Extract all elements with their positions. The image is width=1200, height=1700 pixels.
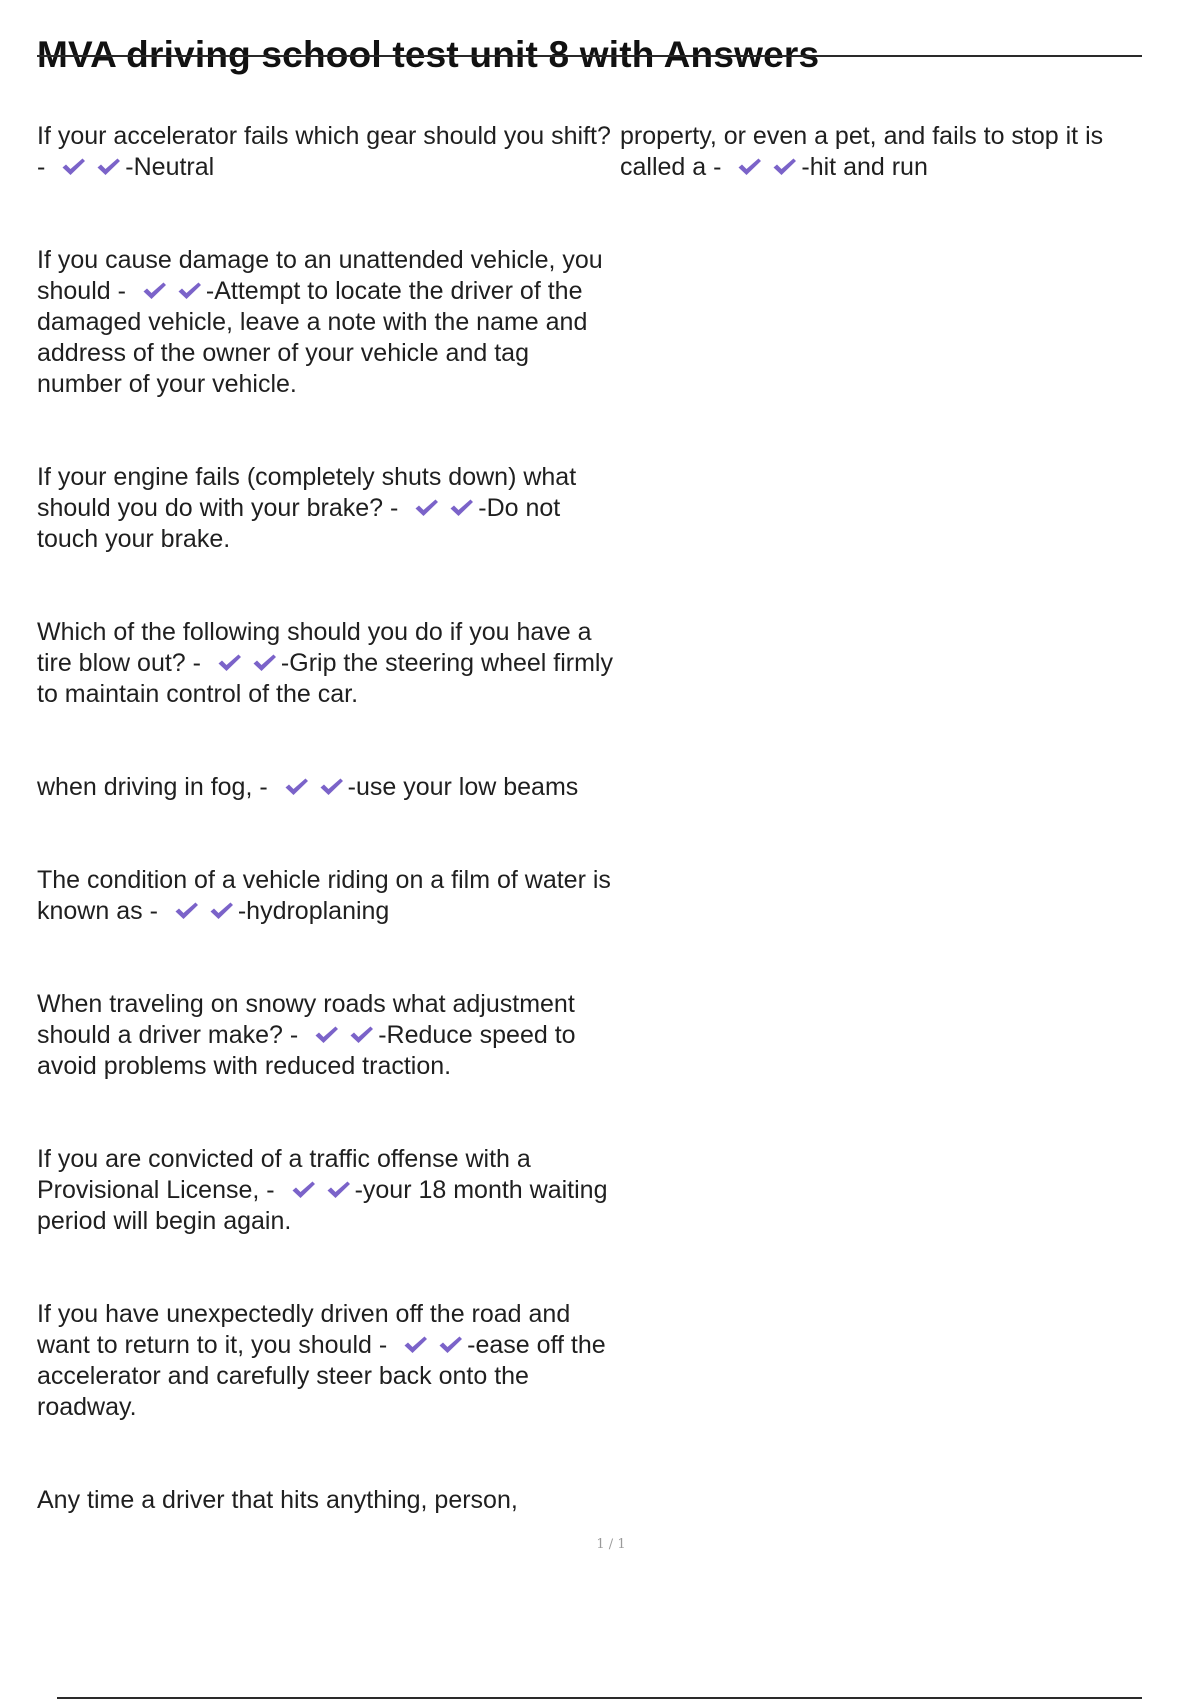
qa-item-continued [37,1485,615,1516]
qa-item [37,865,615,927]
question-separator: - [142,897,165,925]
page-title: MVA driving school test unit 8 with Answers [37,34,820,75]
answer-text: Attempt to locate the driver of the damaged vehicle, leave a note with the name and address of the owner of your vehicle and tag number of your vehicle. [37,277,588,398]
answer-text: ease off the accelerator and carefully steer back onto the roadway. [37,1331,606,1421]
check-icon [437,1334,464,1356]
answer-text: hit and run [809,153,928,181]
question-text: If you cause damage to an unattended vehicle, you should [37,246,603,305]
check-icon [216,652,243,674]
qa-item [37,772,615,803]
check-icon [290,1179,317,1201]
check-icon [318,776,345,798]
question-separator: - [371,1331,395,1359]
answer-prefix: - [125,153,134,181]
answer-prefix: - [801,153,810,181]
question-text: when driving in fog, [37,773,253,801]
check-icon [448,497,475,519]
answer-prefix: - [354,1176,363,1204]
qa-item [620,121,1140,183]
question-text: If you are convicted of a traffic offense with a Provisional License, [37,1145,531,1204]
check-icon [141,280,168,302]
answer-prefix: - [378,1021,387,1049]
question-separator: - [185,649,208,677]
check-icon [325,1179,352,1201]
question-text: The condition of a vehicle riding on a film of water is known as [37,866,611,925]
answer-text: Reduce speed to avoid problems with reduced traction. [37,1021,576,1080]
check-icon [251,652,278,674]
answer-prefix: - [205,277,215,305]
answer-prefix: - [347,773,356,801]
answer-text: your 18 month waiting period will begin again. [37,1176,608,1235]
check-icon [771,156,798,178]
check-icon [313,1024,340,1046]
answer-prefix: - [280,649,290,677]
title-rule [37,55,1142,57]
check-icon [736,156,763,178]
answer-prefix: - [467,1331,476,1359]
question-text: If you have unexpectedly driven off the road and want to return to it, you should [37,1300,571,1359]
answer-text: Do not touch your brake. [37,494,561,553]
qa-item [37,245,615,400]
qa-item [37,121,615,183]
question-separator: - [282,1021,306,1049]
answer-text: Grip the steering wheel firmly to maintain control of the car. [37,649,613,708]
check-icon [348,1024,375,1046]
question-separator: - [259,1176,282,1204]
qa-item [37,1144,615,1237]
check-icon [208,900,235,922]
qa-item [37,617,615,710]
question-text: Any time a driver that hits anything, person, [37,1486,518,1514]
check-icon [283,776,310,798]
answer-text: hydroplaning [246,897,390,925]
check-icon [95,156,122,178]
question-separator: - [252,773,275,801]
question-text: If your engine fails (completely shuts down) what should you do with your brake? [37,463,577,522]
page-number: 1 / 1 [596,1537,626,1552]
check-icon [402,1334,429,1356]
question-separator: - [37,153,53,181]
check-icon [60,156,87,178]
question-text: Which of the following should you do if you have a tire blow out? [37,618,592,677]
question-text: property, or even a pet, and fails to stop it is called a [620,122,1104,181]
question-separator: - [110,277,133,305]
question-separator: - [706,153,729,181]
qa-item [37,1299,615,1423]
qa-item [37,989,615,1082]
right-column [620,121,1140,183]
qa-item [37,462,615,555]
question-separator: - [383,494,406,522]
answer-text: use your low beams [355,773,579,801]
footer-rule [57,1697,1142,1699]
answer-prefix: - [478,494,487,522]
answer-text: Neutral [133,153,215,181]
check-icon [173,900,200,922]
check-icon [176,280,203,302]
question-text: If your accelerator fails which gear should you shift? [37,122,611,150]
answer-prefix: - [237,897,247,925]
question-text: When traveling on snowy roads what adjustment should a driver make? [37,990,575,1049]
check-icon [413,497,440,519]
left-column [37,121,615,1516]
